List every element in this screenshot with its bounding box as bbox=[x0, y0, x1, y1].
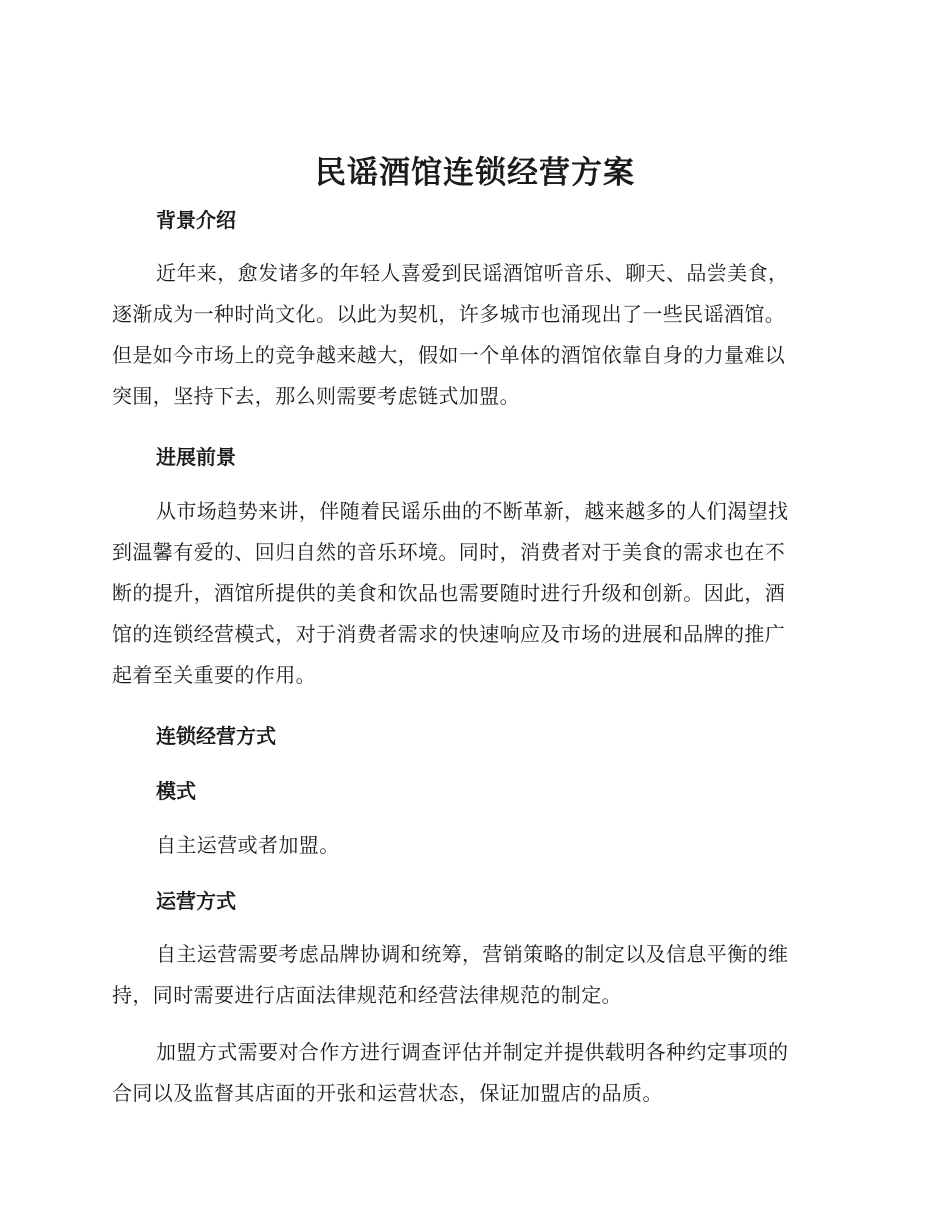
paragraph-mode bbox=[112, 825, 830, 866]
paragraph-line: 合同以及监督其店面的开张和运营状态，保证加盟店的品质。 bbox=[112, 1081, 663, 1105]
document-title: 民谣酒馆连锁经营方案 bbox=[315, 155, 635, 191]
paragraph-line: 但是如今市场上的竞争越来越大，假如一个单体的酒馆依靠自身的力量难以 bbox=[112, 343, 786, 367]
paragraph-line: 突围，坚持下去，那么则需要考虑链式加盟。 bbox=[112, 384, 520, 408]
paragraph-line: 到温馨有爱的、回归自然的音乐环境。同时，消费者对于美食的需求也在不 bbox=[112, 540, 786, 564]
paragraph-line: 断的提升，酒馆所提供的美食和饮品也需要随时进行升级和创新。因此，酒 bbox=[112, 581, 786, 605]
paragraph-prospects bbox=[112, 491, 830, 696]
paragraph-line: 加盟方式需要对合作方进行调查评估并制定并提供载明各种约定事项的 bbox=[156, 1040, 789, 1064]
paragraph-line: 从市场趋势来讲，伴随着民谣乐曲的不断革新，越来越多的人们渴望找 bbox=[156, 499, 789, 523]
section-heading-prospects: 进展前景 bbox=[156, 445, 236, 469]
section-heading-chain-operation: 连锁经营方式 bbox=[156, 724, 276, 748]
paragraph-line: 自主运营或者加盟。 bbox=[156, 833, 340, 857]
paragraph-line: 持，同时需要进行店面法律规范和经营法律规范的制定。 bbox=[112, 983, 622, 1007]
paragraph-line: 馆的连锁经营模式，对于消费者需求的快速响应及市场的进展和品牌的推广 bbox=[112, 622, 786, 646]
section-heading-operation-method: 运营方式 bbox=[156, 889, 236, 913]
paragraph-self-operation bbox=[112, 934, 830, 1016]
paragraph-franchise bbox=[112, 1032, 830, 1114]
paragraph-background bbox=[112, 253, 830, 417]
paragraph-line: 逐渐成为一种时尚文化。以此为契机，许多城市也涌现出了一些民谣酒馆。 bbox=[112, 302, 786, 326]
paragraph-line: 起着至关重要的作用。 bbox=[112, 663, 316, 687]
paragraph-line: 自主运营需要考虑品牌协调和统筹，营销策略的制定以及信息平衡的维 bbox=[156, 942, 789, 966]
section-heading-background: 背景介绍 bbox=[156, 208, 236, 232]
paragraph-line: 近年来，愈发诸多的年轻人喜爱到民谣酒馆听音乐、聊天、品尝美食， bbox=[156, 261, 789, 285]
section-heading-mode: 模式 bbox=[156, 779, 196, 803]
